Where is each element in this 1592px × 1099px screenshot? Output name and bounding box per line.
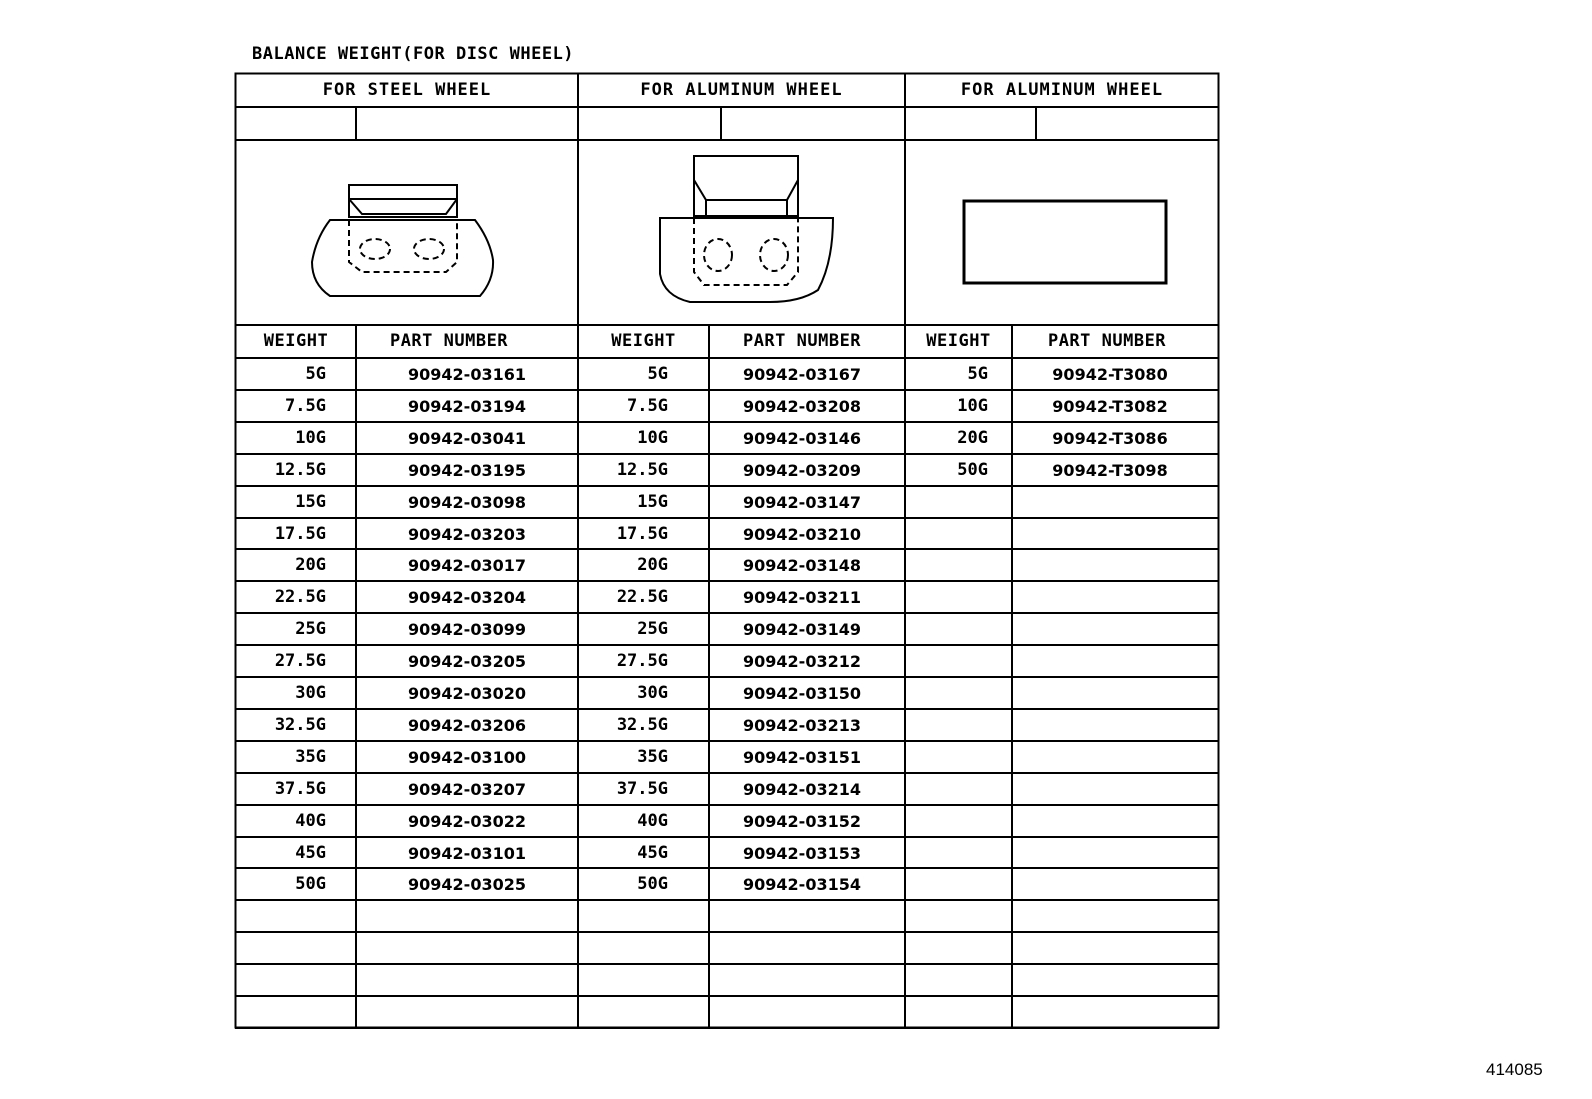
part-number-cell: 90942-03167 xyxy=(743,365,861,384)
part-number-cell: 90942-03211 xyxy=(743,588,861,608)
weight-cell: 37.5G xyxy=(274,778,326,799)
part-number-cell: 90942-03161 xyxy=(408,365,526,384)
part-number-cell: 90942-03194 xyxy=(408,396,526,416)
part-number-cell: 90942-03205 xyxy=(408,652,526,672)
part-number-cell: 90942-03101 xyxy=(408,843,526,863)
weight-cell: 35G xyxy=(295,746,326,767)
part-number-cell: 90942-03151 xyxy=(743,747,861,767)
col-header-part-number: PART NUMBER xyxy=(1047,331,1167,351)
weight-cell: 37.5G xyxy=(616,778,668,799)
weight-cell: 15G xyxy=(637,491,668,512)
weight-cell: 22.5G xyxy=(616,587,668,608)
part-number-cell: 90942-03098 xyxy=(408,492,526,512)
part-number-cell: 90942-03214 xyxy=(743,779,861,799)
weight-cell: 20G xyxy=(957,427,988,448)
part-number-cell: 90942-03212 xyxy=(743,652,861,672)
part-number-cell: 90942-T3086 xyxy=(1052,428,1168,448)
weight-cell: 50G xyxy=(637,874,668,895)
section-header-steel: FOR STEEL WHEEL xyxy=(322,80,492,100)
weight-cell: 27.5G xyxy=(274,651,326,672)
part-number-cell: 90942-03147 xyxy=(743,492,861,512)
weight-cell: 17.5G xyxy=(616,523,668,544)
weight-cell: 40G xyxy=(637,810,668,831)
weight-cell: 45G xyxy=(295,842,326,863)
part-number-cell: 90942-03025 xyxy=(408,875,526,895)
part-number-cell: 90942-03150 xyxy=(743,684,861,703)
page-title: BALANCE WEIGHT(FOR DISC WHEEL) xyxy=(252,44,575,64)
adhesive-weight-block-icon xyxy=(964,201,1166,283)
part-number-cell: 90942-03195 xyxy=(408,460,526,480)
weight-cell: 5G xyxy=(967,364,988,384)
part-number-cell: 90942-03153 xyxy=(743,843,861,863)
weight-cell: 12.5G xyxy=(274,459,326,480)
part-number-cell: 90942-T3098 xyxy=(1052,460,1168,480)
weight-cell: 10G xyxy=(637,427,668,448)
weight-cell: 45G xyxy=(637,842,668,863)
part-number-cell: 90942-03020 xyxy=(408,684,526,703)
col-header-weight: WEIGHT xyxy=(926,331,991,351)
part-number-cell: 90942-T3082 xyxy=(1052,396,1168,416)
weight-cell: 5G xyxy=(647,364,668,384)
part-number-cell: 90942-03041 xyxy=(408,428,526,448)
part-number-cell: 90942-03017 xyxy=(408,556,526,576)
weight-cell: 10G xyxy=(957,395,988,416)
part-number-cell: 90942-03203 xyxy=(408,524,526,544)
part-number-cell: 90942-T3080 xyxy=(1052,365,1168,384)
part-number-cell: 90942-03149 xyxy=(743,620,861,640)
section-header-aluminum: FOR ALUMINUM WHEEL xyxy=(640,80,843,100)
weight-cell: 5G xyxy=(305,364,326,384)
weight-cell: 15G xyxy=(295,491,326,512)
weight-cell: 20G xyxy=(637,555,668,576)
col-header-weight: WEIGHT xyxy=(611,331,676,351)
part-number-cell: 90942-03208 xyxy=(743,396,861,416)
part-number-cell: 90942-03100 xyxy=(408,747,526,767)
part-number-cell: 90942-03154 xyxy=(743,875,861,895)
part-number-cell: 90942-03210 xyxy=(743,524,861,544)
document-id: 414085 xyxy=(1486,1060,1543,1079)
col-header-weight: WEIGHT xyxy=(263,331,329,351)
part-number-cell: 90942-03022 xyxy=(408,811,526,831)
weight-cell: 32.5G xyxy=(274,714,326,735)
part-number-cell: 90942-03209 xyxy=(743,460,861,480)
part-number-cell: 90942-03148 xyxy=(743,556,861,576)
weight-cell: 10G xyxy=(295,427,326,448)
part-number-cell: 90942-03204 xyxy=(408,588,526,608)
section-header-aluminum-adhesive: FOR ALUMINUM WHEEL xyxy=(960,80,1164,100)
col-header-part-number: PART NUMBER xyxy=(389,331,509,351)
weight-cell: 7.5G xyxy=(285,395,326,416)
part-number-cell: 90942-03206 xyxy=(408,715,526,735)
col-header-part-number: PART NUMBER xyxy=(742,331,862,351)
steel-wheel-weight-icon xyxy=(312,185,493,296)
weight-cell: 22.5G xyxy=(274,587,326,608)
part-number-cell: 90942-03152 xyxy=(743,811,861,831)
weight-cell: 50G xyxy=(295,874,326,895)
weight-cell: 40G xyxy=(295,810,326,831)
part-number-cell: 90942-03146 xyxy=(743,428,861,448)
part-number-cell: 90942-03207 xyxy=(408,779,526,799)
weight-cell: 35G xyxy=(637,746,668,767)
part-number-cell: 90942-03213 xyxy=(743,715,861,735)
weight-cell: 25G xyxy=(295,619,326,640)
weight-cell: 30G xyxy=(295,683,326,703)
part-number-cell: 90942-03099 xyxy=(408,620,526,640)
weight-cell: 7.5G xyxy=(627,395,668,416)
weight-cell: 25G xyxy=(637,619,668,640)
weight-cell: 17.5G xyxy=(274,523,326,544)
weight-cell: 27.5G xyxy=(616,651,668,672)
weight-cell: 32.5G xyxy=(616,714,668,735)
weight-cell: 12.5G xyxy=(616,459,668,480)
weight-cell: 20G xyxy=(295,555,326,576)
weight-cell: 50G xyxy=(957,459,988,480)
weight-cell: 30G xyxy=(637,683,668,703)
aluminum-wheel-weight-icon xyxy=(660,156,833,302)
